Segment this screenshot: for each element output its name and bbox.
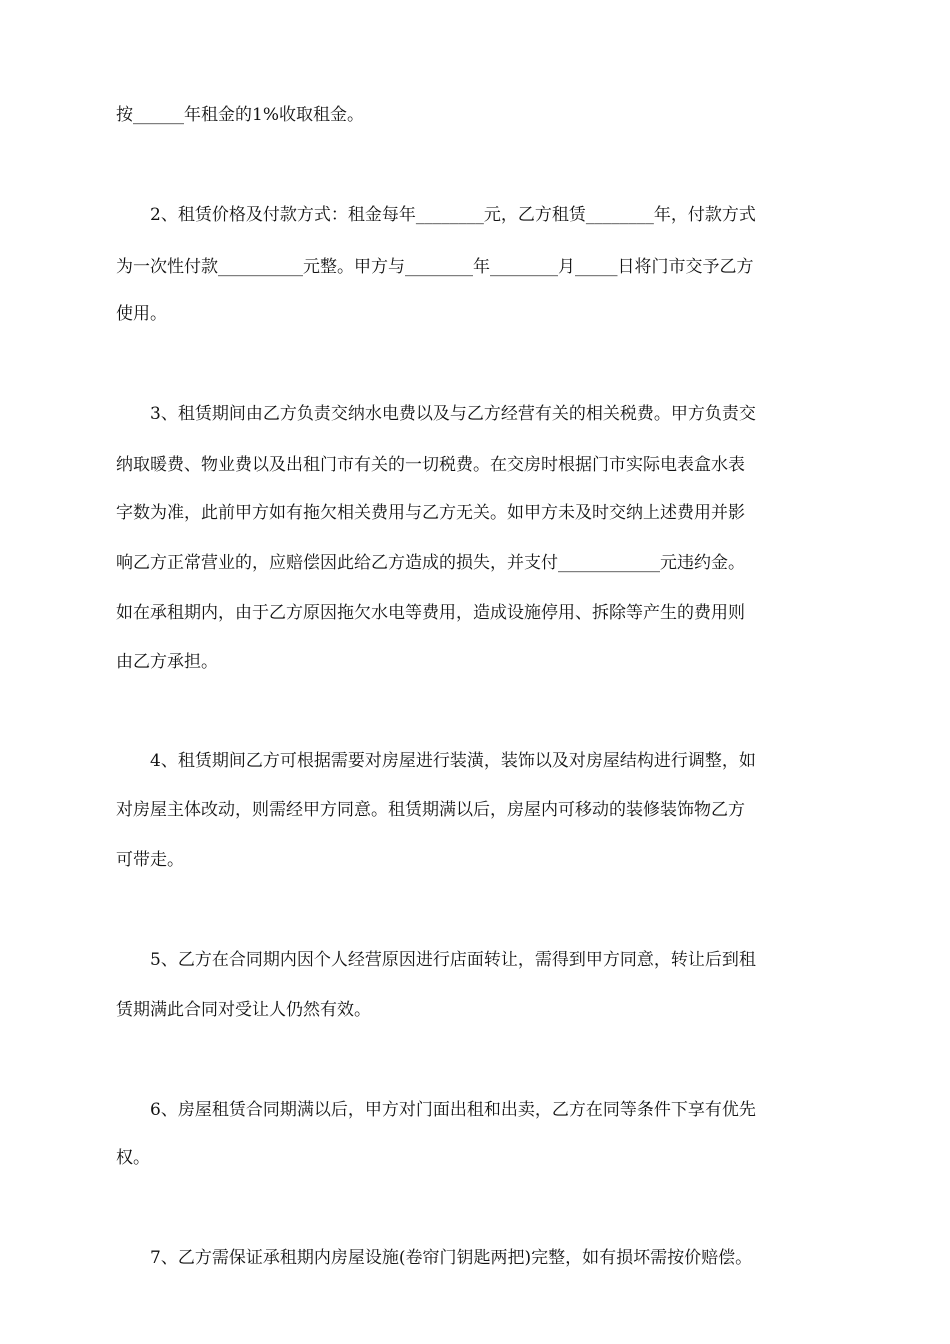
- clause-6-line-1: 6、房屋租赁合同期满以后，甲方对门面出租和出卖，乙方在同等条件下享有优先: [150, 1100, 756, 1120]
- clause-5-line-1: 5、乙方在合同期内因个人经营原因进行店面转让，需得到甲方同意，转让后到租: [150, 950, 756, 970]
- clause-3-line-6: 由乙方承担。: [116, 652, 218, 672]
- clause-1-tail: 按______年租金的1%收取租金。: [116, 105, 364, 125]
- clause-3-line-5: 如在承租期内，由于乙方原因拖欠水电等费用，造成设施停用、拆除等产生的费用则: [116, 603, 745, 623]
- clause-4-line-1: 4、租赁期间乙方可根据需要对房屋进行装潢，装饰以及对房屋结构进行调整，如: [150, 751, 756, 771]
- clause-5-line-2: 赁期满此合同对受让人仍然有效。: [116, 1000, 371, 1020]
- clause-2-line-2: 为一次性付款__________元整。甲方与________年________月_____日将门市交予乙方: [116, 257, 754, 277]
- clause-6-line-2: 权。: [116, 1148, 150, 1168]
- clause-2-line-1: 2、租赁价格及付款方式：租金每年________元，乙方租赁________年，付款方式: [150, 205, 756, 225]
- clause-7-line-1: 7、乙方需保证承租期内房屋设施(卷帘门钥匙两把)完整，如有损坏需按价赔偿。: [150, 1248, 753, 1268]
- clause-4-line-3: 可带走。: [116, 850, 184, 870]
- clause-2-line-3: 使用。: [116, 304, 167, 324]
- clause-3-line-3: 字数为准，此前甲方如有拖欠相关费用与乙方无关。如甲方未及时交纳上述费用并影: [116, 503, 745, 523]
- clause-3-line-4: 响乙方正常营业的，应赔偿因此给乙方造成的损失，并支付____________元违约金。: [116, 553, 745, 573]
- clause-3-line-2: 纳取暖费、物业费以及出租门市有关的一切税费。在交房时根据门市实际电表盒水表: [116, 455, 745, 475]
- clause-4-line-2: 对房屋主体改动，则需经甲方同意。租赁期满以后，房屋内可移动的装修装饰物乙方: [116, 800, 745, 820]
- clause-3-line-1: 3、租赁期间由乙方负责交纳水电费以及与乙方经营有关的相关税费。甲方负责交: [150, 404, 756, 424]
